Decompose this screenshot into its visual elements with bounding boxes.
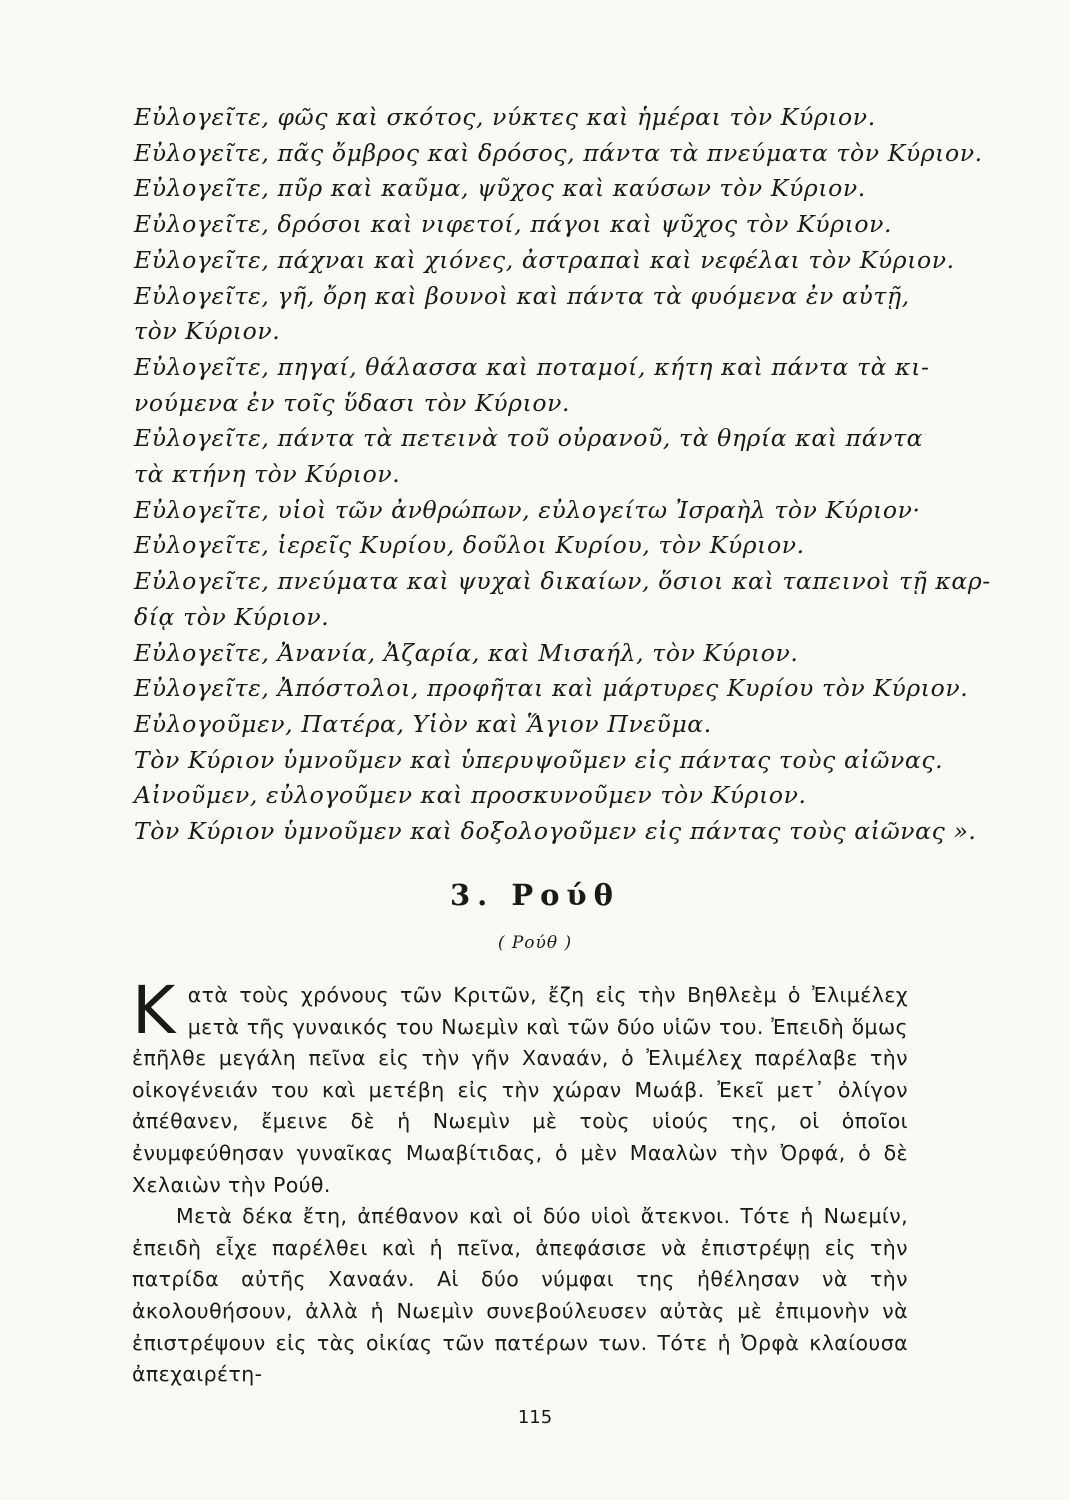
verse-line: Εὐλογεῖτε, πηγαί, θάλασσα καὶ ποταμοί, κήτη καὶ πάντα τὰ κι- νούμενα ἐν τοῖς ὕδασι τὸν Κύριον. — [134, 352, 930, 417]
hymn-verses — [134, 100, 991, 850]
verse-line: Εὐλογοῦμεν, Πατέρα, Υἱὸν καὶ Ἅγιον Πνεῦμα. — [134, 709, 712, 738]
verse-line: Τὸν Κύριον ὑμνοῦμεν καὶ δοξολογοῦμεν εἰς πάντας τοὺς αἰῶνας ». — [134, 817, 977, 846]
verse-line: Τὸν Κύριον ὑμνοῦμεν καὶ ὑπερυψοῦμεν εἰς πάντας τοὺς αἰῶνας. — [134, 745, 944, 774]
paragraph — [132, 972, 908, 1201]
paragraph-text: ατὰ τοὺς χρόνους τῶν Κριτῶν, ἔζη εἰς τὴν Βηθλεὲμ ὁ Ἐλιμέλεχ μετὰ τῆς γυναικός του Νωεμὶν καὶ τῶν δύο υἱῶν του. Ἐπειδὴ ὅμως ἐπῆλθε μεγάλη πεῖνα εἰς τὴν γῆν Χαναάν, ὁ Ἐλιμέλεχ παρέλαβε τὴν οἰκογένειάν του καὶ μετέβη εἰς τὴν χώραν Μωάβ. Ἐκεῖ μετ᾽ ὀλίγον ἀπέθανεν, ἔμεινε δὲ ἡ Νωεμὶν μὲ τοὺς υἱούς της, οἱ ὁποῖοι ἐνυμφεύθησαν γυναῖκας Μωαβίτιδας, ὁ μὲν Μααλὼν τὴν Ὀρφά, ὁ δὲ Χελαιὼν τὴν Ρούθ. — [132, 983, 908, 1197]
verse-line: Εὐλογεῖτε, πάχναι καὶ χιόνες, ἀστραπαὶ καὶ νεφέλαι τὸν Κύριον. — [134, 245, 955, 274]
page-number: 115 — [517, 1407, 553, 1428]
verse-line: Εὐλογεῖτε, πάντα τὰ πετεινὰ τοῦ οὐρανοῦ, τὰ θηρία καὶ πάντα τὰ κτήνη τὸν Κύριον. — [134, 424, 924, 489]
verse-line: Εὐλογεῖτε, ἱερεῖς Κυρίου, δοῦλοι Κυρίου, τὸν Κύριον. — [134, 531, 805, 560]
verse-line: Εὐλογεῖτε, Ἀνανία, Ἀζαρία, καὶ Μισαήλ, τὸν Κύριον. — [134, 638, 799, 667]
drop-cap: Κ — [132, 972, 176, 1049]
verse-line: Εὐλογεῖτε, Ἀπόστολοι, προφῆται καὶ μάρτυρες Κυρίου τὸν Κύριον. — [134, 674, 969, 703]
verse-line: Εὐλογεῖτε, φῶς καὶ σκότος, νύκτες καὶ ἡμέραι τὸν Κύριον. — [134, 103, 876, 131]
verse-line: Εὐλογεῖτε, γῆ, ὄρη καὶ βουνοὶ καὶ πάντα τὰ φυόμενα ἐν αὐτῇ, τὸν Κύριον. — [134, 281, 910, 346]
verse-line: Εὐλογεῖτε, πῦρ καὶ καῦμα, ψῦχος καὶ καύσων τὸν Κύριον. — [134, 174, 866, 203]
chapter-body — [132, 972, 908, 1391]
verse-line: Εὐλογεῖτε, υἱοὶ τῶν ἀνθρώπων, εὐλογείτω Ἰσραὴλ τὸν Κύριον· — [134, 495, 921, 524]
verse-line: Εὐλογεῖτε, πᾶς ὄμβρος καὶ δρόσος, πάντα τὰ πνεύματα τὸν Κύριον. — [134, 138, 983, 167]
paragraph: Μετὰ δέκα ἔτη, ἀπέθανον καὶ οἱ δύο υἱοὶ ἄτεκνοι. Τότε ἡ Νωεμίν, ἐπειδὴ εἶχε παρέλθει καὶ ἡ πεῖνα, ἀπεφάσισε νὰ ἐπιστρέψῃ εἰς τὴν πατρίδα αὐτῆς Χαναάν. Αἱ δύο νύμφαι της ἠθέλησαν νὰ τὴν ἀκολουθήσουν, ἀλλὰ ἡ Νωεμὶν συνεβούλευσεν αὐτὰς μὲ ἐπιμονὴν νὰ ἐπιστρέψουν εἰς τὰς οἰκίας τῶν πατέρων των. Τότε ἡ Ὀρφὰ κλαίουσα ἀπεχαιρέτη- — [132, 1204, 908, 1387]
chapter-subtitle: ( Ρούθ ) — [497, 933, 573, 953]
verse-line: Εὐλογεῖτε, πνεύματα καὶ ψυχαὶ δικαίων, ὅσιοι καὶ ταπεινοὶ τῇ καρ- δίᾳ τὸν Κύριον. — [134, 567, 991, 631]
verse-line: Αἰνοῦμεν, εὐλογοῦμεν καὶ προσκυνοῦμεν τὸν Κύριον. — [134, 781, 807, 810]
chapter-title: 3. Ρούθ — [450, 878, 620, 912]
verse-line: Εὐλογεῖτε, δρόσοι καὶ νιφετοί, πάγοι καὶ ψῦχος τὸν Κύριον. — [134, 210, 893, 239]
